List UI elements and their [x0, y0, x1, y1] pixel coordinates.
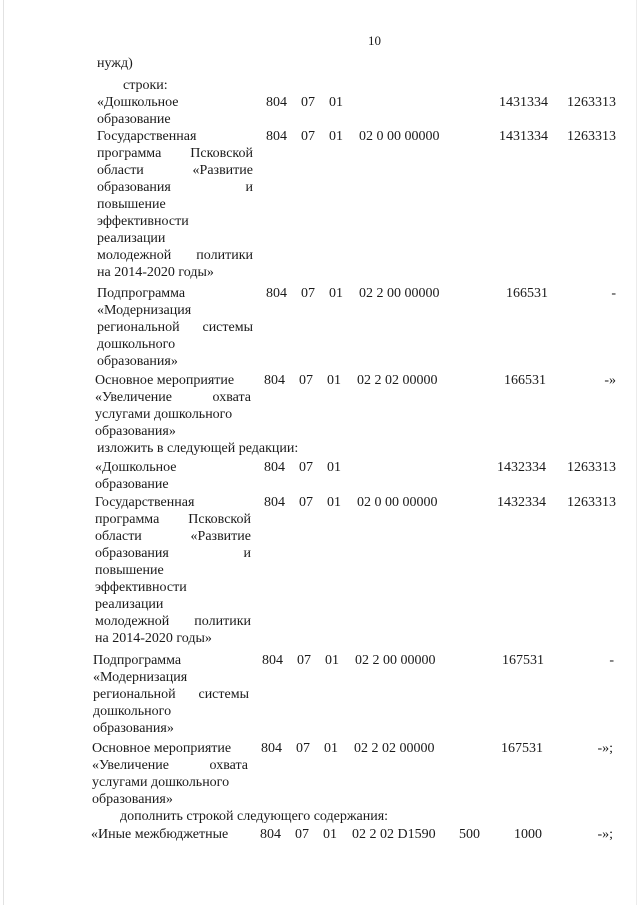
new-row-1-ministry: 804 [264, 495, 285, 510]
old-row-3-name-line-1: «Увеличение охвата [95, 390, 251, 405]
new-row-1-name-line-5: эффективности [95, 580, 187, 595]
new-row-2-name-line-3: дошкольного [93, 704, 172, 719]
old-row-1-section: 07 [301, 129, 315, 144]
old-row-1-target: 02 0 00 00000 [359, 129, 440, 144]
old-row-2-name-line-2: региональной системы [97, 320, 253, 335]
old-row-0-amount-1: 1431334 [499, 95, 548, 110]
old-row-1-subsection: 01 [329, 129, 343, 144]
old-row-2-name-line-1: «Модернизация [97, 303, 192, 318]
new-row-3-name-line-1: «Увеличение охвата [92, 758, 248, 773]
new-row-2-name-line-4: образования» [93, 721, 174, 736]
old-row-0-name-line-0: «Дошкольное [97, 95, 179, 110]
old-row-0-amount-2: 1263313 [567, 95, 616, 110]
new-row-2-subsection: 01 [325, 653, 339, 668]
added-row-0-section: 07 [295, 827, 309, 842]
new-row-1-name-line-6: реализации [95, 597, 164, 612]
new-row-3-target: 02 2 02 00000 [354, 741, 435, 756]
old-row-2-ministry: 804 [266, 286, 287, 301]
old-row-2-subsection: 01 [329, 286, 343, 301]
heading-strings: строки: [123, 78, 168, 93]
new-row-2-amount-1: 167531 [502, 653, 544, 668]
new-row-1-name-line-0: Государственная [95, 495, 195, 510]
heading-add-row: дополнить строкой следующего содержания: [120, 809, 389, 824]
new-row-3-amount-1: 167531 [501, 741, 543, 756]
new-row-1-name-line-7: молодежной политики [95, 614, 251, 629]
old-row-0-ministry: 804 [266, 95, 287, 110]
new-row-0-amount-2: 1263313 [567, 460, 616, 475]
added-row-0-subsection: 01 [323, 827, 337, 842]
old-row-3-name-line-3: образования» [95, 424, 176, 439]
new-row-1-name-line-2: области «Развитие [95, 529, 251, 544]
page-number: 10 [368, 33, 381, 48]
new-row-2-ministry: 804 [262, 653, 283, 668]
old-row-3-amount-1: 166531 [504, 373, 546, 388]
intro-line: нужд) [97, 56, 133, 71]
new-row-2-amount-2: - [609, 653, 614, 668]
old-row-2-amount-1: 166531 [506, 286, 548, 301]
new-row-0-subsection: 01 [327, 460, 341, 475]
old-row-3-target: 02 2 02 00000 [357, 373, 438, 388]
new-row-1-name-line-4: повышение [95, 563, 164, 578]
new-row-2-name-line-1: «Модернизация [93, 670, 188, 685]
old-row-1-amount-2: 1263313 [567, 129, 616, 144]
old-row-3-name-line-0: Основное мероприятие [95, 373, 235, 388]
added-row-0-target: 02 2 02 D1590 [352, 827, 436, 842]
added-row-0-type: 500 [459, 827, 480, 842]
new-row-1-name-line-1: программа Псковской [95, 512, 251, 527]
heading-new-edition: изложить в следующей редакции: [97, 441, 299, 456]
new-row-1-amount-2: 1263313 [567, 495, 616, 510]
new-row-3-amount-2: -»; [597, 741, 613, 756]
old-row-3-amount-2: -» [604, 373, 616, 388]
new-row-3-name-line-2: услугами дошкольного [92, 775, 230, 790]
old-row-0-section: 07 [301, 95, 315, 110]
new-row-1-name-line-3: образования и [95, 546, 251, 561]
old-row-3-subsection: 01 [327, 373, 341, 388]
old-row-1-ministry: 804 [266, 129, 287, 144]
new-row-2-name-line-2: региональной системы [93, 687, 249, 702]
new-row-0-name-line-1: образование [95, 477, 169, 492]
old-row-2-target: 02 2 00 00000 [359, 286, 440, 301]
added-row-0-amount-2: -»; [597, 827, 613, 842]
new-row-0-ministry: 804 [264, 460, 285, 475]
old-row-2-amount-2: - [611, 286, 616, 301]
new-row-3-subsection: 01 [324, 741, 338, 756]
new-row-1-target: 02 0 00 00000 [357, 495, 438, 510]
old-row-3-section: 07 [299, 373, 313, 388]
page-edge-right [636, 0, 637, 905]
new-row-3-name-line-0: Основное мероприятие [92, 741, 232, 756]
added-row-0-ministry: 804 [260, 827, 281, 842]
new-row-2-name-line-0: Подпрограмма [93, 653, 182, 668]
old-row-2-section: 07 [301, 286, 315, 301]
old-row-2-name-line-0: Подпрограмма [97, 286, 186, 301]
added-row-0-name-line-0: «Иные межбюджетные [91, 827, 229, 842]
new-row-1-amount-1: 1432334 [497, 495, 546, 510]
old-row-1-name-line-0: Государственная [97, 129, 197, 144]
added-row-0-amount-1: 1000 [514, 827, 542, 842]
old-row-3-ministry: 804 [264, 373, 285, 388]
new-row-1-subsection: 01 [327, 495, 341, 510]
new-row-1-section: 07 [299, 495, 313, 510]
new-row-1-name-line-8: на 2014-2020 годы» [95, 631, 212, 646]
old-row-1-name-line-6: реализации [97, 231, 166, 246]
new-row-3-section: 07 [296, 741, 310, 756]
old-row-1-name-line-5: эффективности [97, 214, 189, 229]
new-row-0-section: 07 [299, 460, 313, 475]
old-row-2-name-line-4: образования» [97, 354, 178, 369]
old-row-1-amount-1: 1431334 [499, 129, 548, 144]
old-row-1-name-line-3: образования и [97, 180, 253, 195]
page-edge-left [3, 0, 4, 905]
old-row-0-subsection: 01 [329, 95, 343, 110]
new-row-2-target: 02 2 00 00000 [355, 653, 436, 668]
old-row-1-name-line-7: молодежной политики [97, 248, 253, 263]
old-row-0-name-line-1: образование [97, 112, 171, 127]
new-row-2-section: 07 [297, 653, 311, 668]
new-row-0-amount-1: 1432334 [497, 460, 546, 475]
new-row-0-name-line-0: «Дошкольное [95, 460, 177, 475]
old-row-1-name-line-4: повышение [97, 197, 166, 212]
old-row-2-name-line-3: дошкольного [97, 337, 176, 352]
old-row-1-name-line-2: области «Развитие [97, 163, 253, 178]
new-row-3-ministry: 804 [261, 741, 282, 756]
old-row-3-name-line-2: услугами дошкольного [95, 407, 233, 422]
old-row-1-name-line-8: на 2014-2020 годы» [97, 265, 214, 280]
old-row-1-name-line-1: программа Псковской [97, 146, 253, 161]
new-row-3-name-line-3: образования» [92, 792, 173, 807]
